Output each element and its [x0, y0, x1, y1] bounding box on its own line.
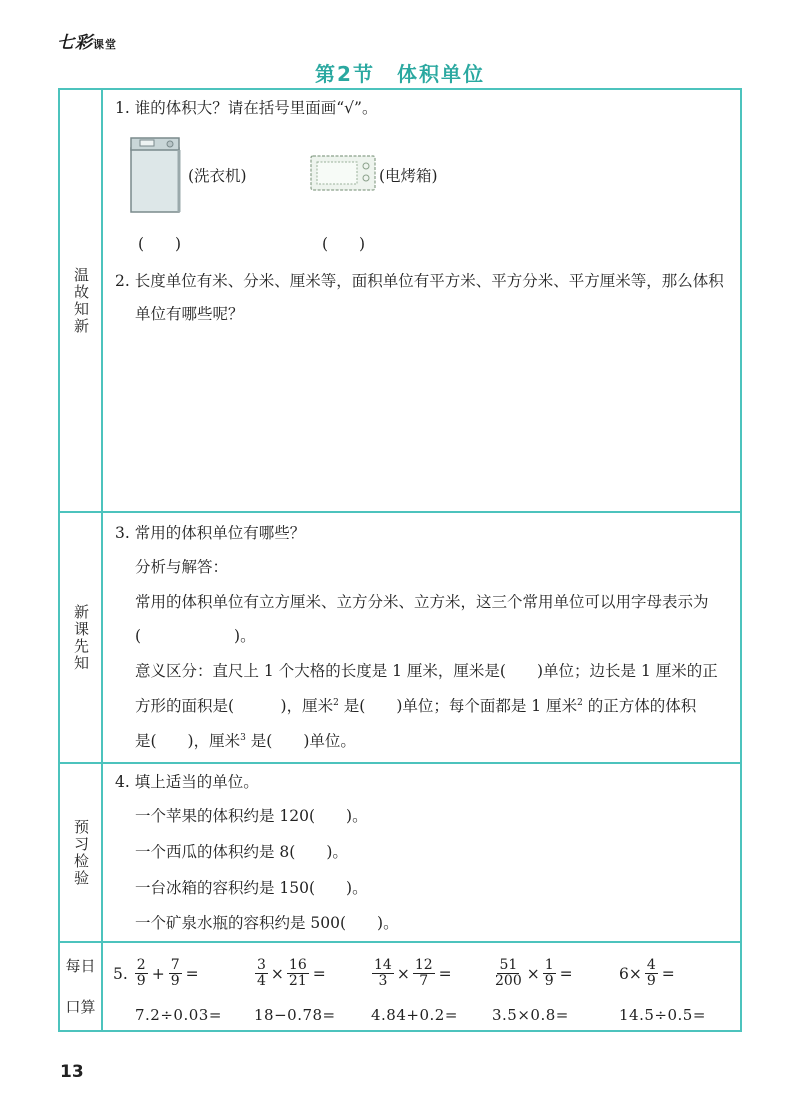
row-divider — [58, 941, 742, 943]
calc-4[interactable]: $\frac{51}{200}$ × $\frac{1}{9}$ = — [495, 957, 573, 989]
washing-machine-label: (洗衣机) — [188, 167, 247, 185]
section-label-check: 预习检验 — [72, 818, 90, 887]
analysis-heading: 分析与解答： — [135, 558, 229, 576]
calc-9[interactable]: 3.5×0.8= — [492, 1006, 569, 1024]
washing-machine-icon — [128, 134, 182, 214]
meaning-line-2: 方形的面积是( )，厘米$^2$ 是( )单位；每个面都是 1 厘米$^2$ 的正方体的体积 — [135, 697, 697, 715]
fill-unit-water-bottle[interactable]: 一个矿泉水瓶的容积约是 500( )。 — [135, 914, 399, 932]
row-divider — [58, 511, 742, 513]
column-divider — [101, 88, 103, 1032]
row-divider — [58, 762, 742, 764]
answer-blank-letters[interactable]: ( )。 — [135, 627, 256, 645]
brand-logo: 七彩课堂 — [57, 33, 117, 53]
electric-oven-icon — [309, 152, 377, 192]
section-label-review: 温故知新 — [72, 266, 90, 335]
meaning-line-1: 意义区分：直尺上 1 个大格的长度是 1 厘米，厘米是( )单位；边长是 1 厘米的正 — [135, 662, 718, 680]
calc-1[interactable]: 5. $\frac{2}{9}$ + $\frac{7}{9}$ = — [113, 957, 199, 989]
fill-unit-apple[interactable]: 一个苹果的体积约是 120( )。 — [135, 807, 368, 825]
calc-10[interactable]: 14.5÷0.5= — [619, 1006, 706, 1024]
answer-blank-oven[interactable]: ( ) — [322, 235, 366, 253]
electric-oven-label: (电烤箱) — [379, 167, 438, 185]
answer-blank-washing-machine[interactable]: ( ) — [138, 235, 182, 253]
answer-line-1: 常用的体积单位有立方厘米、立方分米、立方米，这三个常用单位可以用字母表示为 — [135, 593, 709, 611]
calc-5[interactable]: 6× $\frac{4}{9}$ = — [619, 957, 675, 989]
fill-unit-watermelon[interactable]: 一个西瓜的体积约是 8( )。 — [135, 843, 348, 861]
calc-2[interactable]: $\frac{3}{4}$ × $\frac{16}{21}$ = — [257, 957, 326, 989]
meaning-line-3: 是( )，厘米$^3$ 是( )单位。 — [135, 732, 356, 750]
calc-8[interactable]: 4.84+0.2= — [371, 1006, 458, 1024]
question-1: 1. 谁的体积大？请在括号里面画“√”。 — [115, 99, 378, 117]
section-label-mental-math: 每日 口算 — [65, 956, 96, 1016]
calc-6[interactable]: 7.2÷0.03= — [135, 1006, 222, 1024]
calc-3[interactable]: $\frac{14}{3}$ × $\frac{12}{7}$ = — [374, 957, 452, 989]
fill-unit-fridge[interactable]: 一台冰箱的容积约是 150( )。 — [135, 879, 368, 897]
question-4: 4. 填上适当的单位。 — [115, 773, 259, 791]
question-3: 3. 常用的体积单位有哪些？ — [115, 524, 306, 542]
question-2-line-1: 2. 长度单位有米、分米、厘米等，面积单位有平方米、平方分米、平方厘米等，那么体积 — [115, 272, 724, 290]
page-number: 13 — [60, 1062, 84, 1082]
question-2-line-2: 单位有哪些呢？ — [135, 305, 244, 323]
section-label-preview: 新课先知 — [72, 603, 90, 672]
page-title: 第2节 体积单位 — [315, 62, 485, 86]
calc-7[interactable]: 18−0.78= — [254, 1006, 336, 1024]
